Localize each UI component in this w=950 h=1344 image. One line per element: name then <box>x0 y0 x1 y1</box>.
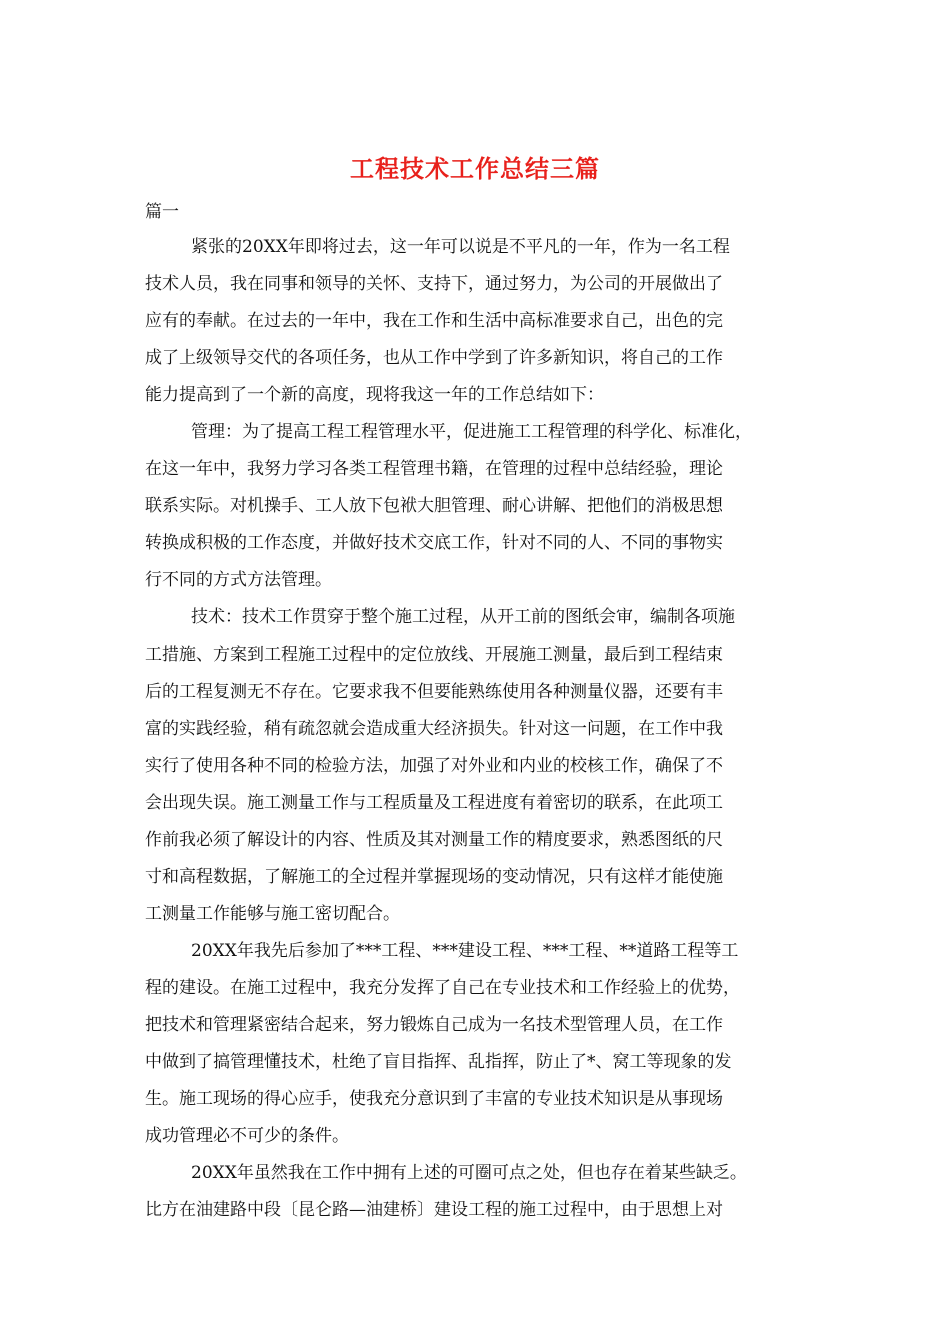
paragraph-line: 能力提高到了一个新的高度，现将我这一年的工作总结如下： <box>145 385 604 406</box>
paragraph-line: 生。施工现场的得心应手，使我充分意识到了丰富的专业技术知识是从事现场 <box>145 1089 723 1110</box>
paragraph-line: 技术人员，我在同事和领导的关怀、支持下，通过努力，为公司的开展做出了 <box>145 274 723 295</box>
paragraph-line: 应有的奉献。在过去的一年中，我在工作和生活中高标准要求自己，出色的完 <box>145 311 723 332</box>
paragraph-line: 会出现失误。施工测量工作与工程质量及工程进度有着密切的联系，在此项工 <box>145 792 723 813</box>
paragraph <box>145 414 805 599</box>
paragraph-line: 成了上级领导交代的各项任务，也从工作中学到了许多新知识，将自己的工作 <box>145 348 723 369</box>
paragraph <box>145 599 805 932</box>
paragraph <box>145 1155 805 1229</box>
paragraph-line: 比方在油建路中段〔昆仑路—油建桥〕建设工程的施工过程中，由于思想上对 <box>145 1200 723 1221</box>
paragraph-first-line: 管理：为了提高工程工程管理水平，促进施工工程管理的科学化、标准化， <box>191 422 752 443</box>
paragraph-line: 后的工程复测无不存在。它要求我不但要能熟练使用各种测量仪器，还要有丰 <box>145 681 723 702</box>
paragraph-first-line: 紧张的20XX年即将过去，这一年可以说是不平凡的一年，作为一名工程 <box>191 237 730 257</box>
document-body <box>145 229 805 1229</box>
section-label: 篇一 <box>145 202 179 222</box>
paragraph-line: 中做到了搞管理懂技术，杜绝了盲目指挥、乱指挥，防止了*、窝工等现象的发 <box>145 1052 732 1073</box>
paragraph-line: 作前我必须了解设计的内容、性质及其对测量工作的精度要求，熟悉图纸的尺 <box>145 829 723 850</box>
paragraph-line: 寸和高程数据，了解施工的全过程并掌握现场的变动情况，只有这样才能使施 <box>145 866 723 887</box>
paragraph-line: 转换成积极的工作态度，并做好技术交底工作，针对不同的人、不同的事物实 <box>145 533 723 554</box>
paragraph-line: 工测量工作能够与施工密切配合。 <box>145 903 400 924</box>
paragraph-line: 把技术和管理紧密结合起来，努力锻炼自己成为一名技术型管理人员，在工作 <box>145 1014 723 1035</box>
paragraph-line: 程的建设。在施工过程中，我充分发挥了自己在专业技术和工作经验上的优势， <box>145 977 740 998</box>
paragraph-line: 行不同的方式方法管理。 <box>145 570 332 591</box>
document-title: 工程技术工作总结三篇 <box>350 154 600 183</box>
paragraph-first-line: 技术：技术工作贯穿于整个施工过程，从开工前的图纸会审，编制各项施 <box>191 607 735 628</box>
paragraph-line: 工措施、方案到工程施工过程中的定位放线、开展施工测量，最后到工程结束 <box>145 644 723 665</box>
paragraph-line: 在这一年中，我努力学习各类工程管理书籍，在管理的过程中总结经验，理论 <box>145 459 723 480</box>
paragraph-first-line: 20XX年我先后参加了***工程、***建设工程、***工程、**道路工程等工 <box>191 940 739 961</box>
paragraph-first-line: 20XX年虽然我在工作中拥有上述的可圈可点之处，但也存在着某些缺乏。 <box>191 1163 747 1184</box>
paragraph-line: 联系实际。对机操手、工人放下包袱大胆管理、耐心讲解、把他们的消极思想 <box>145 496 723 517</box>
paragraph-line: 成功管理必不可少的条件。 <box>145 1126 349 1147</box>
paragraph <box>145 229 805 414</box>
paragraph-line: 富的实践经验，稍有疏忽就会造成重大经济损失。针对这一问题，在工作中我 <box>145 718 723 739</box>
paragraph <box>145 933 805 1155</box>
paragraph-line: 实行了使用各种不同的检验方法，加强了对外业和内业的校核工作，确保了不 <box>145 755 723 776</box>
